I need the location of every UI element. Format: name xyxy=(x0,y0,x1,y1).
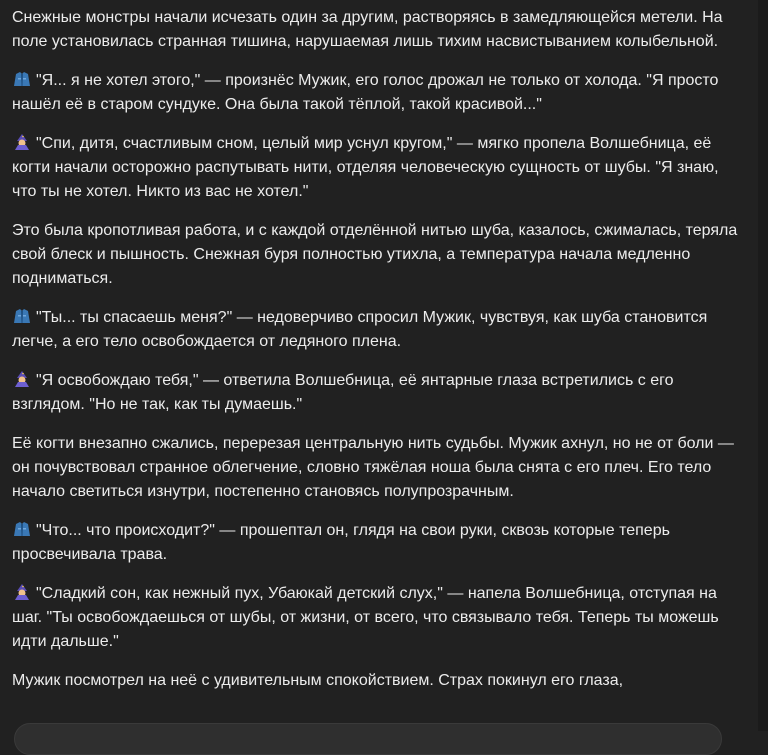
message-paragraph: "Сладкий сон, как нежный пух, Убаюкай детский слух," — напела Волшебница, отступая на шаг. "Ты освобождаешься от шубы, от жизни, от всего, что связывало тебя. Теперь ты можешь идти дальше." xyxy=(12,585,719,650)
assistant-message xyxy=(12,6,742,708)
man-coat-icon xyxy=(12,71,32,87)
message-paragraph: Снежные монстры начали исчезать один за другим, растворяясь в замедляющейся метели. На поле установилась странная тишина, нарушаемая лишь тихим насвистыванием колыбельной. xyxy=(12,9,723,50)
message-paragraph: "Я освобождаю тебя," — ответила Волшебница, её янтарные глаза встретились с его взглядом. "Но не так, как ты думаешь." xyxy=(12,372,674,413)
message-paragraph: Это была кропотливая работа, и с каждой отделённой нитью шуба, казалось, сжималась, теряла свой блеск и пышность. Снежная буря полностью утихла, а температура начала медленно подниматься. xyxy=(12,222,738,287)
message-paragraph: Её когти внезапно сжались, перерезая центральную нить судьбы. Мужик ахнул, но не от боли — он почувствовал странное облегчение, словно тяжёлая ноша была снята с его плеч. Его тело начало светиться изнутри, постепенно становясь полупрозрачным. xyxy=(12,435,734,500)
message-paragraph: Мужик посмотрел на неё с удивительным спокойствием. Страх покинул его глаза, xyxy=(12,672,624,689)
message-paragraph: "Ты... ты спасаешь меня?" — недоверчиво спросил Мужик, чувствуя, как шуба становится легче, а его тело освобождается от ледяного плена. xyxy=(12,309,708,350)
message-input-box[interactable] xyxy=(14,723,722,755)
message-paragraph: "Я... я не хотел этого," — произнёс Мужик, его голос дрожал не только от холода. "Я просто нашёл её в старом сундуке. Она была такой тёплой, такой красивой..." xyxy=(12,72,719,113)
sorceress-icon xyxy=(12,584,32,600)
sorceress-icon xyxy=(12,371,32,387)
man-coat-icon xyxy=(12,521,32,537)
man-coat-icon xyxy=(12,308,32,324)
message-paragraph: "Спи, дитя, счастливым сном, целый мир уснул кругом," — мягко пропела Волшебница, её когти начали осторожно распутывать нити, отделяя человеческую сущность от шубы. "Я знаю, что ты не хотел. Никто из вас не хотел." xyxy=(12,135,719,200)
message-paragraph: "Что... что происходит?" — прошептал он, глядя на свои руки, сквозь которые теперь просвечивала трава. xyxy=(12,522,670,563)
scrollbar[interactable] xyxy=(758,0,768,731)
sorceress-icon xyxy=(12,134,32,150)
